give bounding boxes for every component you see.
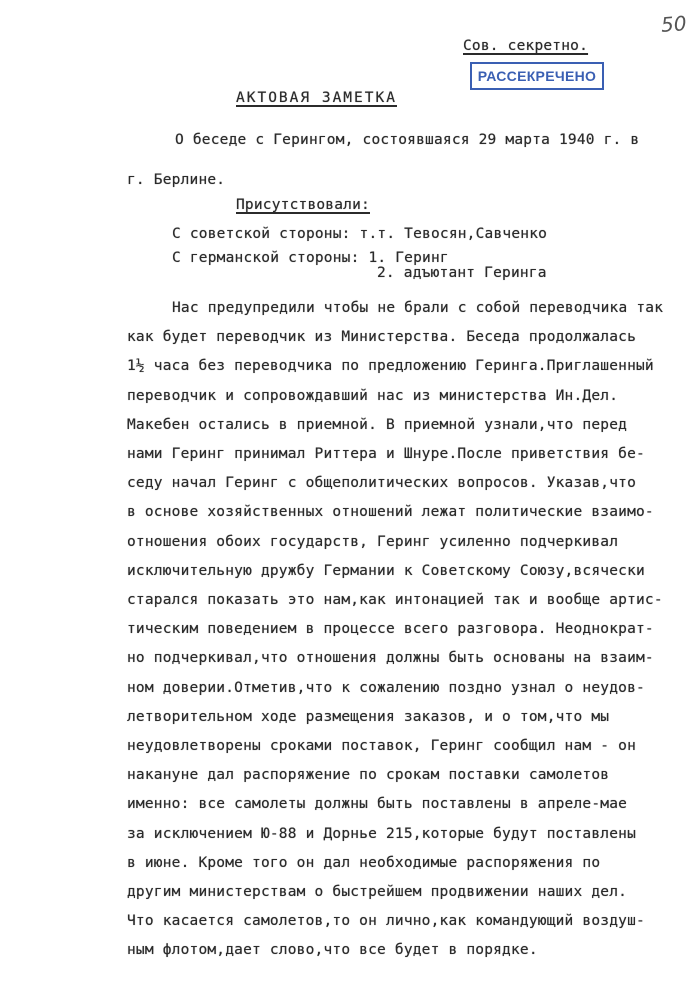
- body-line: Что касается самолетов,то он лично,как командующий воздуш-: [127, 913, 645, 930]
- body-line: за исключением Ю-88 и Дорнье 215,которые будут поставлены: [127, 825, 636, 842]
- body-line: летворительном ходе размещения заказов, и о том,что мы: [127, 708, 610, 725]
- body-line: переводчик и сопровождавший нас из министерства Ин.Дел.: [127, 387, 619, 404]
- body-line: как будет переводчик из Министерства. Беседа продолжалась: [127, 329, 636, 346]
- body-line: именно: все самолеты должны быть поставлены в апреле-мае: [127, 796, 628, 813]
- body-line: исключительную дружбу Германии к Советскому Союзу,всячески: [127, 562, 645, 579]
- body-line: Нас предупредили чтобы не брали с собой переводчика так: [172, 300, 664, 316]
- body-line: другим министерствам о быстрейшем продвижении наших дел.: [127, 884, 628, 900]
- subject-line-2: г. Берлине.: [127, 172, 226, 188]
- body-line: нами Геринг принимал Риттера и Шнуре.После приветствия бе-: [127, 446, 645, 462]
- body-line: 1½ часа без переводчика по предложению Геринга.Приглашенный: [127, 358, 654, 375]
- body-line: но подчеркивал,что отношения должны быть основаны на взаим-: [127, 650, 654, 667]
- present-soviet: С советской стороны: т.т. Тевосян,Савченко: [172, 226, 548, 242]
- body-line: Макебен остались в приемной. В приемной узнали,что перед: [127, 416, 628, 433]
- body-line: тическим поведением в процессе всего разговора. Неоднократ-: [127, 621, 654, 638]
- body-line: неудовлетворены сроками поставок, Геринг сообщил нам - он: [127, 738, 636, 754]
- present-heading: Присутствовали:: [236, 197, 370, 213]
- body-line: ном доверии.Отметив,что к сожалению поздно узнал о неудов-: [127, 679, 645, 696]
- body-line: накануне дал распоряжение по срокам поставки самолетов: [127, 767, 610, 784]
- document-title: АКТОВАЯ ЗАМЕТКА: [236, 90, 397, 106]
- classification-mark: Сов. секретно.: [463, 38, 589, 54]
- declassified-stamp: РАССЕКРЕЧЕНО: [470, 62, 604, 90]
- body-line: ным флотом,дает слово,что все будет в порядке.: [127, 942, 538, 959]
- present-german: С германской стороны: 1. Геринг: [172, 250, 449, 266]
- subject-line-1: О беседе с Герингом, состоявшаяся 29 марта 1940 г. в: [175, 132, 640, 148]
- body-line: седу начал Геринг с общеполитических вопросов. Указав,что: [127, 475, 636, 492]
- body-line: в июне. Кроме того он дал необходимые распоряжения по: [127, 854, 601, 871]
- present-german-2: 2. адъютант Геринга: [377, 265, 547, 281]
- page-number: 50: [659, 11, 687, 37]
- body-line: отношения обоих государств, Геринг усиленно подчеркивал: [127, 533, 619, 550]
- body-line: старался показать это нам,как интонацией так и вообще артис-: [127, 592, 663, 608]
- body-line: в основе хозяйственных отношений лежат политические взаимо-: [127, 504, 654, 521]
